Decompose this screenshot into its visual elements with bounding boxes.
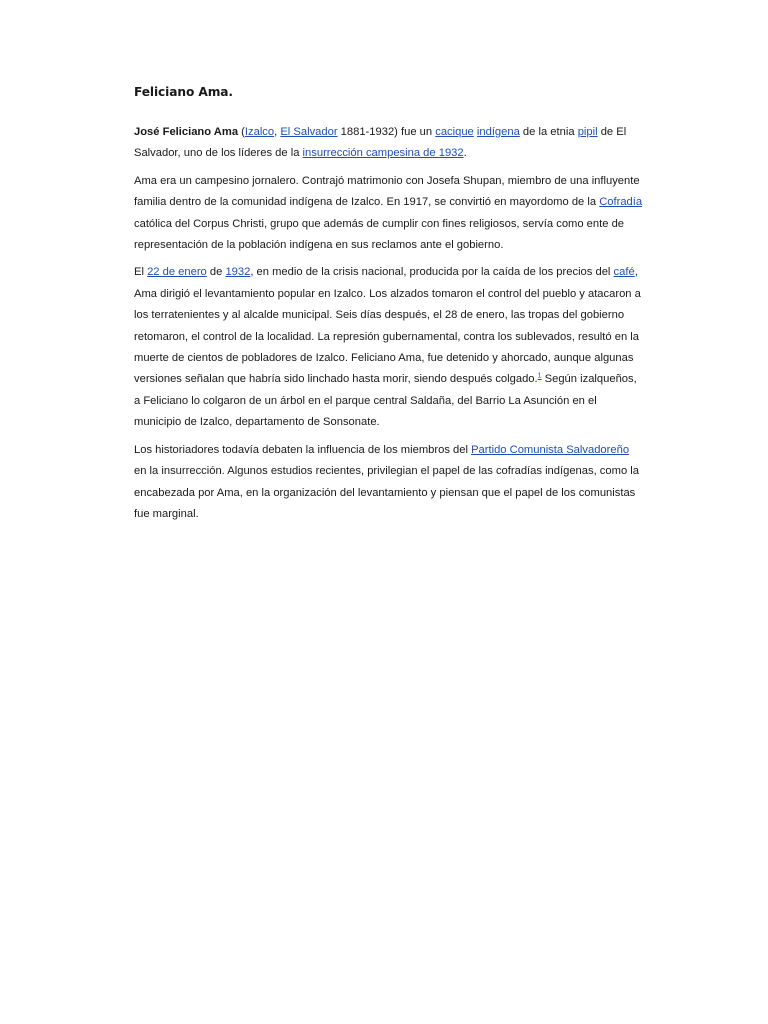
text-span: en la insurrección. Algunos estudios recientes, privilegian el papel de las cofradías indígenas, como la encabezada por Ama, en la organización del levantamiento y piensan que el papel de los comunistas fue marginal.	[134, 465, 639, 520]
paragraph-intro	[134, 122, 644, 165]
paragraph-historians	[134, 440, 644, 526]
link-cacique[interactable]: cacique	[435, 126, 474, 138]
document-body	[134, 82, 644, 531]
link-22-de-enero[interactable]: 22 de enero	[147, 266, 207, 279]
text-span: de la etnia	[519, 126, 578, 138]
paragraph-biography	[134, 171, 644, 257]
text-span: Ama era un campesino jornalero. Contrajó matrimonio con Josefa Shupan, miembro de una influyente familia dentro de la comunidad indígena de Izalco. En 1917, se convirtió en mayordomo de la	[134, 174, 640, 209]
text-span: católica del Corpus Christi, grupo que además de cumplir con fines religiosos, servía como ente de representación de la población indígena en sus reclamos ante el gobierno.	[134, 217, 625, 252]
text-span: ,	[274, 126, 281, 138]
link-indigena[interactable]: indígena	[476, 126, 520, 138]
paragraph-uprising	[134, 262, 644, 433]
link-1932[interactable]: 1932	[225, 266, 251, 279]
link-partido-comunista[interactable]: Partido Comunista Salvadoreño	[471, 443, 630, 456]
page-title: Feliciano Ama.	[134, 85, 233, 99]
link-izalco[interactable]: Izalco	[244, 126, 275, 138]
link-insurreccion[interactable]: insurrección campesina de 1932	[302, 147, 464, 160]
link-cofradia[interactable]: Cofradía	[599, 196, 643, 209]
text-span: de El Salvador, uno de los líderes de la	[134, 126, 627, 160]
link-el-salvador[interactable]: El Salvador	[280, 126, 338, 138]
text-span: Según izalqueños, a Feliciano lo colgaron de un árbol en el parque central Saldaña, del Barrio La Asunción en el municipio de Izalco, departamento de Sonsonate.	[134, 373, 637, 429]
text-span: El	[134, 266, 148, 279]
footnote-ref-1[interactable]: 1	[537, 372, 542, 380]
text-span: de	[206, 266, 226, 279]
text-span: .	[463, 147, 467, 160]
link-pipil[interactable]: pipil	[577, 126, 598, 138]
text-span: , Ama dirigió el levantamiento popular en Izalco. Los alzados tomaron el control del pueblo y atacaron a los terratenientes y al alcalde municipal. Seis días después, el 28 de enero, las tropas del gobierno retomaron, el control de la localidad. La represión gubernamental, contra los sublevados, resultó en la muerte de cientos de pobladores de Izalco. Feliciano Ama, fue detenido y ahorcado, aunque algunas versiones señalan que habría sido linchado hasta morir, siendo después colgado.	[134, 266, 641, 386]
text-span: (	[238, 126, 245, 138]
text-span: 1881-1932) fue un	[337, 126, 436, 138]
text-span: Los historiadores todavía debaten la influencia de los miembros del	[134, 443, 472, 456]
link-cafe[interactable]: café	[613, 266, 635, 279]
person-name: José Feliciano Ama	[134, 126, 239, 138]
text-span: , en medio de la crisis nacional, producida por la caída de los precios del	[250, 266, 614, 279]
